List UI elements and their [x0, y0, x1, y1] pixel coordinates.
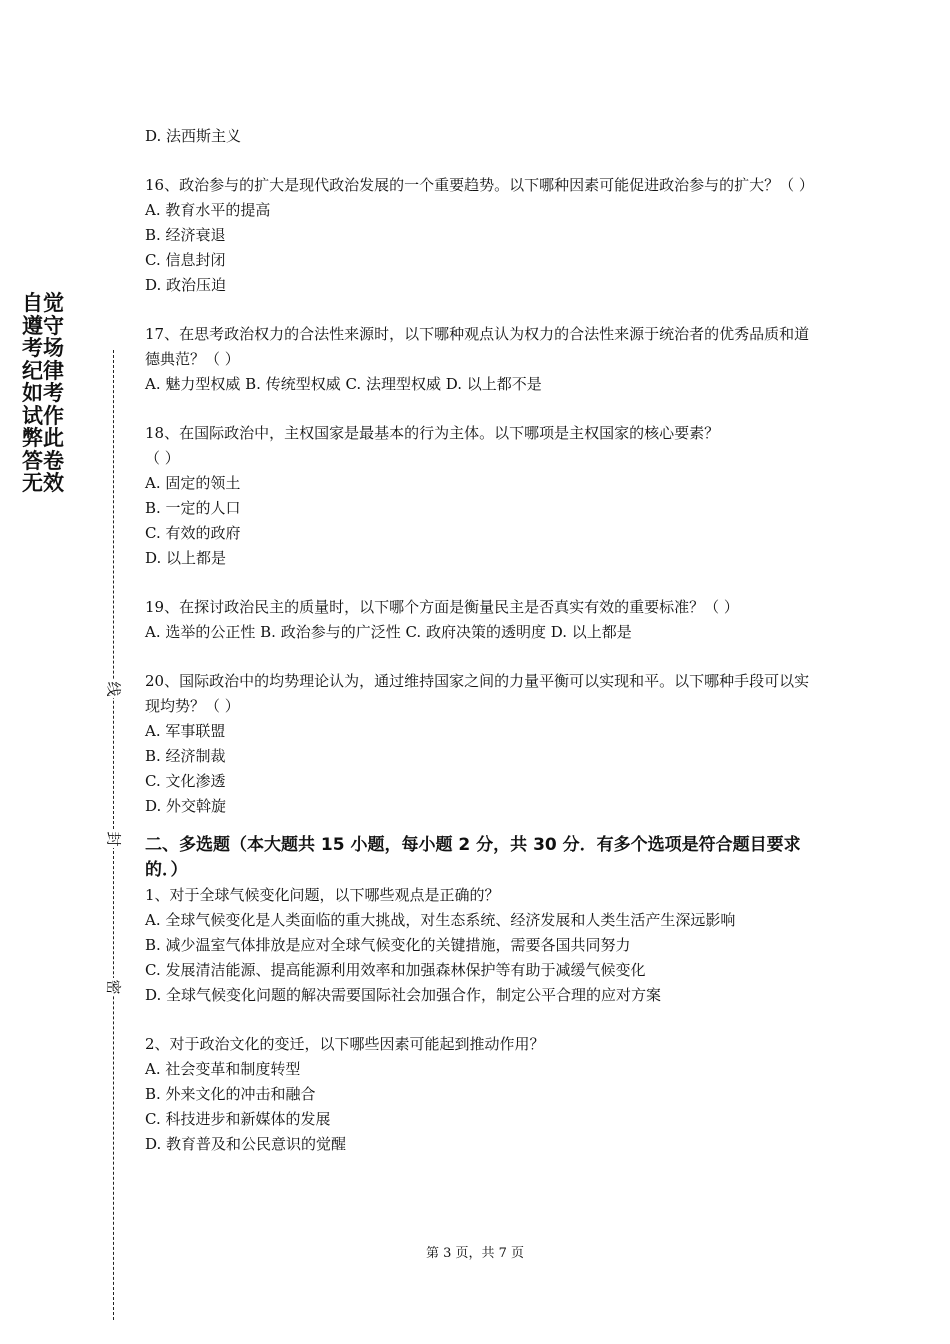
- question-16: [145, 173, 815, 298]
- option-c: C. 科技进步和新媒体的发展: [145, 1110, 331, 1128]
- question-stem: 18、在国际政治中，主权国家是最基本的行为主体。以下哪项是主权国家的核心要素？: [145, 424, 720, 442]
- seal-mark-seal: 封: [104, 831, 123, 847]
- option-a: A. 全球气候变化是人类面临的重大挑战，对生态系统、经济发展和人类生活产生深远影响: [145, 911, 736, 929]
- option-a: A. 军事联盟: [145, 722, 226, 740]
- option-b: B. 一定的人口: [145, 499, 241, 517]
- options-inline: A. 魅力型权威 B. 传统型权威 C. 法理型权威 D. 以上都不是: [145, 375, 542, 393]
- answer-blank: （ ）: [145, 449, 180, 467]
- seal-mark-secret: 密: [104, 979, 123, 995]
- options-inline: A. 选举的公正性 B. 政治参与的广泛性 C. 政府决策的透明度 D. 以上都是: [145, 623, 632, 641]
- option-c: C. 发展清洁能源、提高能源利用效率和加强森林保护等有助于减缓气候变化: [145, 961, 646, 979]
- question-stem: 16、政治参与的扩大是现代政治发展的一个重要趋势。以下哪种因素可能促进政治参与的扩大？（ ）: [145, 176, 814, 194]
- seal-mark-line: 线: [104, 681, 123, 697]
- question-20: [145, 669, 815, 819]
- question-17: [145, 322, 815, 397]
- option-d: D. 全球气候变化问题的解决需要国际社会加强合作，制定公平合理的应对方案: [145, 986, 662, 1004]
- option-c: C. 信息封闭: [145, 251, 226, 269]
- question-stem: 1、对于全球气候变化问题，以下哪些观点是正确的？: [145, 886, 500, 904]
- option-a: A. 教育水平的提高: [145, 201, 271, 219]
- option-d: D. 政治压迫: [145, 276, 227, 294]
- option-a: A. 固定的领土: [145, 474, 241, 492]
- option-c: C. 文化渗透: [145, 772, 226, 790]
- option-c: C. 有效的政府: [145, 524, 241, 542]
- question-stem: 19、在探讨政治民主的质量时，以下哪个方面是衡量民主是否真实有效的重要标准？（ ）: [145, 598, 739, 616]
- multi-question-1: [145, 883, 815, 1008]
- option-b: B. 经济制裁: [145, 747, 226, 765]
- exam-discipline-notice: 自觉遵守考场纪律如考试作弊此答卷无效: [22, 291, 64, 495]
- question-stem: 2、对于政治文化的变迁，以下哪些因素可能起到推动作用？: [145, 1035, 545, 1053]
- option-b: B. 外来文化的冲击和融合: [145, 1085, 316, 1103]
- option-d: D. 教育普及和公民意识的觉醒: [145, 1135, 347, 1153]
- option-q15-d: D. 法西斯主义: [145, 127, 242, 145]
- question-stem: 17、在思考政治权力的合法性来源时，以下哪种观点认为权力的合法性来源于统治者的优秀品质和道德典范？（ ）: [145, 325, 810, 368]
- option-d: D. 外交斡旋: [145, 797, 227, 815]
- option-b: B. 减少温室气体排放是应对全球气候变化的关键措施，需要各国共同努力: [145, 936, 631, 954]
- option-b: B. 经济衰退: [145, 226, 226, 244]
- question-stem: 20、国际政治中的均势理论认为，通过维持国家之间的力量平衡可以实现和平。以下哪种手段可以实现均势？（ ）: [145, 672, 810, 715]
- question-18: [145, 421, 815, 571]
- option-a: A. 社会变革和制度转型: [145, 1060, 301, 1078]
- section-2-title: 二、多选题（本大题共 15 小题，每小题 2 分，共 30 分．有多个选项是符合题目要求的．）: [145, 835, 801, 880]
- question-content: [145, 124, 815, 1157]
- page-number: 第 3 页，共 7 页: [425, 1246, 525, 1261]
- multi-question-2: [145, 1032, 815, 1157]
- option-d: D. 以上都是: [145, 549, 227, 567]
- question-19: [145, 595, 815, 645]
